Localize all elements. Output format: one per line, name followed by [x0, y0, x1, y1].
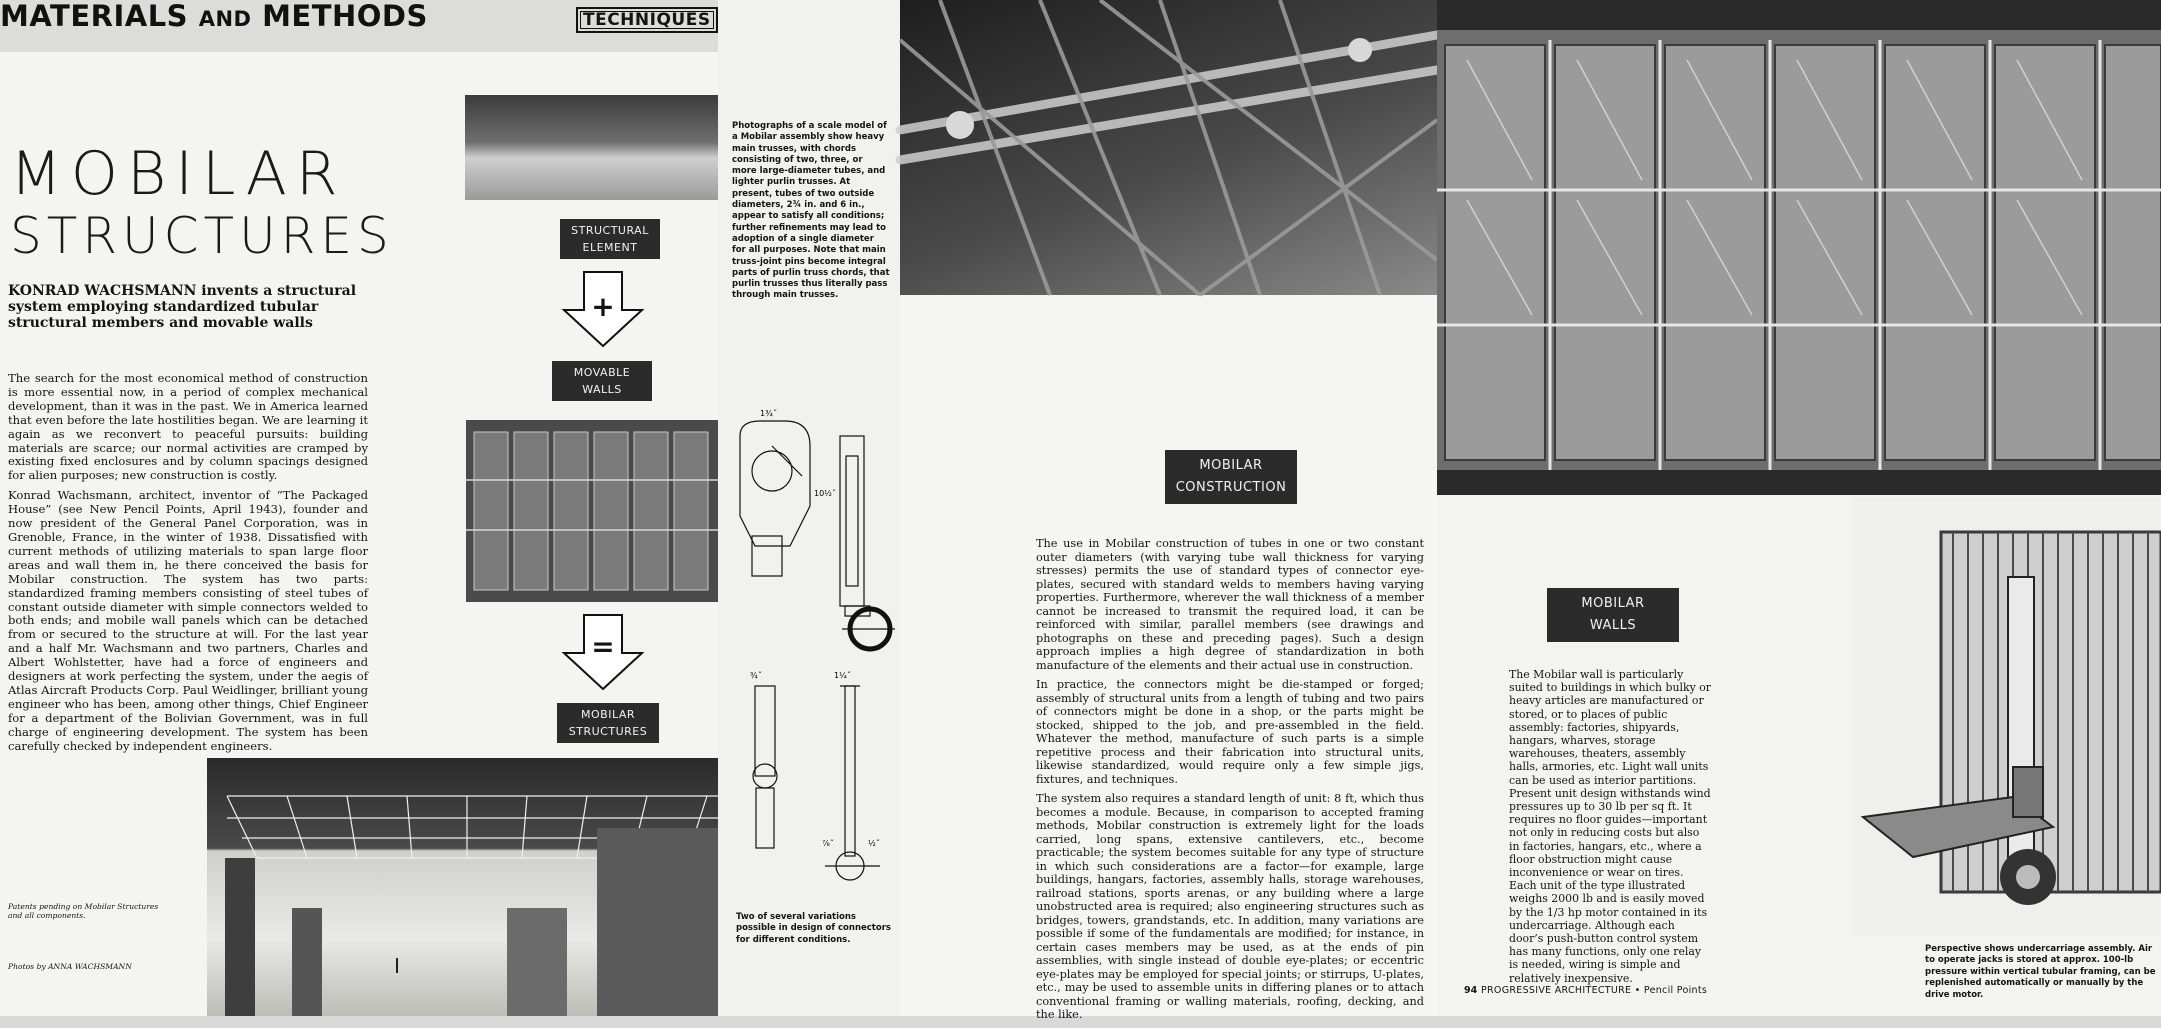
photo-truss-closeup — [900, 0, 1437, 295]
walls-label-line2: WALLS — [1589, 618, 1637, 633]
connector-drawings — [730, 409, 900, 916]
box1-line2: ELEMENT — [582, 241, 638, 254]
dim-label-b4: ½˝ — [868, 839, 880, 848]
photo-wall-assembly — [1437, 0, 2161, 495]
diagram-box-structural-element — [560, 219, 660, 259]
photo-interior-hall — [207, 758, 718, 1016]
article-title — [10, 139, 394, 267]
article-body — [8, 372, 368, 759]
folio-number: 94 — [1464, 985, 1478, 996]
construction-label-line1: MOBILAR — [1199, 458, 1263, 473]
construction-paragraph-3: The system also requires a standard length of unit: 8 ft, which thus becomes a module. Because, in comparison to accepted framing methods, Mobilar construction is extremely light for the loads carried, long spans, extensive cantilevers, etc., become practicable; the system becomes suitable for any type of structure in which such considerations are a factor—for example, large buildings, hangars, factories, assembly halls, storage warehouses, railroad stations, sports arenas, or any building where a large unobstructed area is required; also engineering structures such as bridges, towers, grandstands, etc. In addition, many variations are possible if some of the fundamentals are modified; for instance, in certain cases members may be used, as at the ends of pin assemblies, with single instead of double eye-plates; or eccentric eye-plates may be employed for special joints; or stirrups, U-plates, etc., may be used to assemble units in differing planes or to attach conventional framing or walling materials, roofing, decking, and the like. — [1036, 792, 1424, 1021]
diagram-box-movable-walls — [552, 361, 652, 401]
hall-truss-drawing — [207, 758, 718, 1016]
paragraph-1: The search for the most economical method of construction is more essential now, in a period of complex mechanical development, than it was in the past. We in America learned that even before the late hostilities began. We are learning it again as we reconvert to peaceful pursuits: building materials are scarce; our normal activities are cramped by existing fixed enclosures and by column spacings designed for alien purposes; new construction is costly. — [8, 371, 368, 483]
photo-wall-panels — [466, 420, 718, 602]
walls-label-line1: MOBILAR — [1581, 596, 1645, 611]
plus-sign: + — [591, 290, 615, 323]
photo-undercarriage — [1853, 497, 2161, 937]
box3-line1: MOBILAR — [581, 708, 635, 721]
photo-credit: Photos by ANNA WACHSMANN — [8, 962, 132, 971]
section-header: MATERIALS AND METHODS — [0, 0, 428, 33]
caption-connectors: Two of several variations possible in design of connectors for different conditions. — [736, 912, 891, 945]
dim-label-top: 1¾˝ — [760, 409, 777, 418]
title-line-1: MOBILAR — [10, 139, 347, 209]
box2-line1: MOVABLE — [573, 366, 631, 379]
page-mobilar-construction — [900, 0, 1437, 1021]
walls-body: The Mobilar wall is particularly suited to buildings in which bulky or heavy articles are manufactured or stored, or to places of public assembly: factories, shipyards, hangars, wharves, storage warehouses, theaters, assembly halls, armories, etc. Light wall units can be used as interior partitions. Present unit design withstands wind pressures up to 30 lb per sq ft. It requires no floor guides—important not only in reducing costs but also in factories, hangars, etc., where a floor obstruction might cause inconvenience or wear on tires. Each unit of the type illustrated weighs 2000 lb and is easily moved by the 1/3 hp motor contained in its undercarriage. Although each door’s push-button control system has many functions, only one relay is needed, wiring is simple and relatively inexpensive. — [1509, 668, 1711, 985]
construction-body — [1036, 537, 1424, 1028]
dim-label-b1: ¾˝ — [750, 671, 762, 680]
page-mobilar-walls — [1437, 0, 2161, 1016]
title-line-2: STRUCTURES — [10, 207, 394, 265]
wall-assembly-drawing — [1437, 0, 2161, 495]
equals-sign: = — [591, 630, 615, 663]
box2-line2: WALLS — [582, 383, 622, 396]
dim-label-b2: 1¼˝ — [834, 671, 851, 680]
patents-note: Patents pending on Mobilar Structures and all components. — [8, 902, 159, 920]
box3-line2: STRUCTURES — [568, 725, 648, 738]
truss-closeup-drawing — [900, 0, 1437, 295]
caption-undercarriage: Perspective shows undercarriage assembly. Air to operate jacks is stored at approx. 100-lb pressure within vertical tubular framing, can be replenished automatically or manually by the drive motor. — [1925, 944, 2156, 1000]
caption-scale-model: Photographs of a scale model of a Mobilar assembly show heavy main trusses, with chords consisting of two, three, or more large-diameter tubes, and lighter purlin trusses. At present, tubes of two outside diameters, 2¾ in. and 6 in., appear to satisfy all conditions; further refinements may lead to adoption of a single diameter for all purposes. Note that main truss-joint pins become integral parts of purlin truss chords, that purlin trusses thus literally pass through main trusses. — [732, 121, 890, 301]
article-subtitle: KONRAD WACHSMANN invents a structural system employing standardized tubular structural members and movable walls — [8, 283, 357, 331]
diagram-box-mobilar-structures — [557, 703, 659, 743]
techniques-badge: TECHNIQUES — [576, 7, 718, 33]
page-drawings-strip — [718, 0, 900, 1016]
photo-roof-trusses — [465, 95, 718, 200]
construction-paragraph-2: In practice, the connectors might be die-stamped or forged; assembly of structural units from a length of tubing and two pairs of connectors might be done in a shop, or the parts might be stocked, shipped to the job, and pre-assembled in the field. Whatever the method, manufacture of such parts is a simple repetitive process and their fabrication into structural units, likewise standardized, would require only a few simple jigs, fixtures, and techniques. — [1036, 678, 1424, 786]
mobilar-walls-label — [1547, 588, 1679, 642]
dim-label-b3: ⅞˝ — [822, 839, 834, 848]
dim-label-side: 10½˝ — [814, 489, 836, 498]
page-materials-and-methods — [0, 0, 718, 1016]
construction-label-line2: CONSTRUCTION — [1175, 480, 1287, 495]
paragraph-2: Konrad Wachsmann, architect, inventor of “The Packaged House” (see New Pencil Points, April 1943), founder and now president of the General Panel Corporation, was in Grenoble, France, in the winter of 1938. Dissatisfied with current methods of utilizing materials to span large floor areas and wall them in, he there conceived the basis for Mobilar construction. The system has two parts: standardized framing members consisting of steel tubes of constant outside diameter with simple connectors welded to both ends; and mobile wall panels which can be detached from or secured to the structure at will. For the last year and a half Mr. Wachsmann and two partners, Charles and Albert Wohlstetter, have had a force of engineers and designers at work perfecting the system, under the aegis of Atlas Aircraft Products Corp. Paul Weidlinger, brilliant young engineer who has been, among other things, Chief Engineer for a department of the Bolivian Government, was in full charge of engineering development. The system has been carefully checked by independent engineers. — [8, 488, 368, 753]
wall-panels-drawing — [466, 420, 718, 602]
mobilar-construction-label — [1165, 450, 1297, 504]
construction-paragraph-1: The use in Mobilar construction of tubes in one or two constant outer diameters (with varying tube wall thickness for varying stresses) permits the use of standard types of connector eye-plates, secured with standard welds to members having varying properties. Furthermore, wherever the wall thickness of a member cannot be increased to transmit the required load, it can be reinforced with similar, parallel members (see drawings and photographs on these and preceding pages). Such a design approach implies a high degree of standardization in both manufacture of the elements and their actual use in construction. — [1036, 537, 1424, 672]
folio-text: PROGRESSIVE ARCHITECTURE • Pencil Points — [1481, 985, 1708, 996]
undercarriage-drawing — [1853, 497, 2161, 937]
box1-line1: STRUCTURAL — [571, 224, 649, 237]
